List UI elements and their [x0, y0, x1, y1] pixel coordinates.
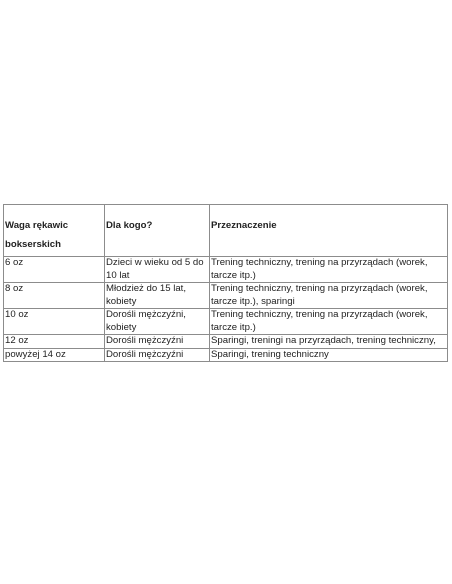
cell-for-whom: Dorośli mężczyźni, kobiety — [105, 309, 210, 335]
header-purpose: Przeznaczenie — [210, 205, 448, 257]
cell-for-whom: Dorośli mężczyźni — [105, 348, 210, 362]
glove-weight-table-container — [3, 204, 447, 362]
header-for-whom: Dla kogo? — [105, 205, 210, 257]
table-row — [4, 283, 448, 309]
cell-weight: 10 oz — [4, 309, 105, 335]
cell-purpose: Trening techniczny, trening na przyrządach (worek, tarcze itp.), sparingi — [210, 283, 448, 309]
cell-weight: 6 oz — [4, 257, 105, 283]
cell-purpose: Sparingi, treningi na przyrządach, trening techniczny, — [210, 335, 448, 349]
table-header-row — [4, 205, 448, 257]
cell-for-whom: Dorośli mężczyźni — [105, 335, 210, 349]
table-row — [4, 257, 448, 283]
cell-for-whom: Młodzież do 15 lat, kobiety — [105, 283, 210, 309]
cell-purpose: Trening techniczny, trening na przyrządach (worek, tarcze itp.) — [210, 309, 448, 335]
table-row — [4, 335, 448, 349]
header-glove-weight: Waga rękawic bokserskich — [4, 205, 105, 257]
cell-weight: 8 oz — [4, 283, 105, 309]
cell-weight: 12 oz — [4, 335, 105, 349]
glove-weight-table — [3, 204, 448, 362]
table-row — [4, 309, 448, 335]
cell-for-whom: Dzieci w wieku od 5 do 10 lat — [105, 257, 210, 283]
cell-purpose: Sparingi, trening techniczny — [210, 348, 448, 362]
cell-weight: powyżej 14 oz — [4, 348, 105, 362]
table-row — [4, 348, 448, 362]
cell-purpose: Trening techniczny, trening na przyrządach (worek, tarcze itp.) — [210, 257, 448, 283]
